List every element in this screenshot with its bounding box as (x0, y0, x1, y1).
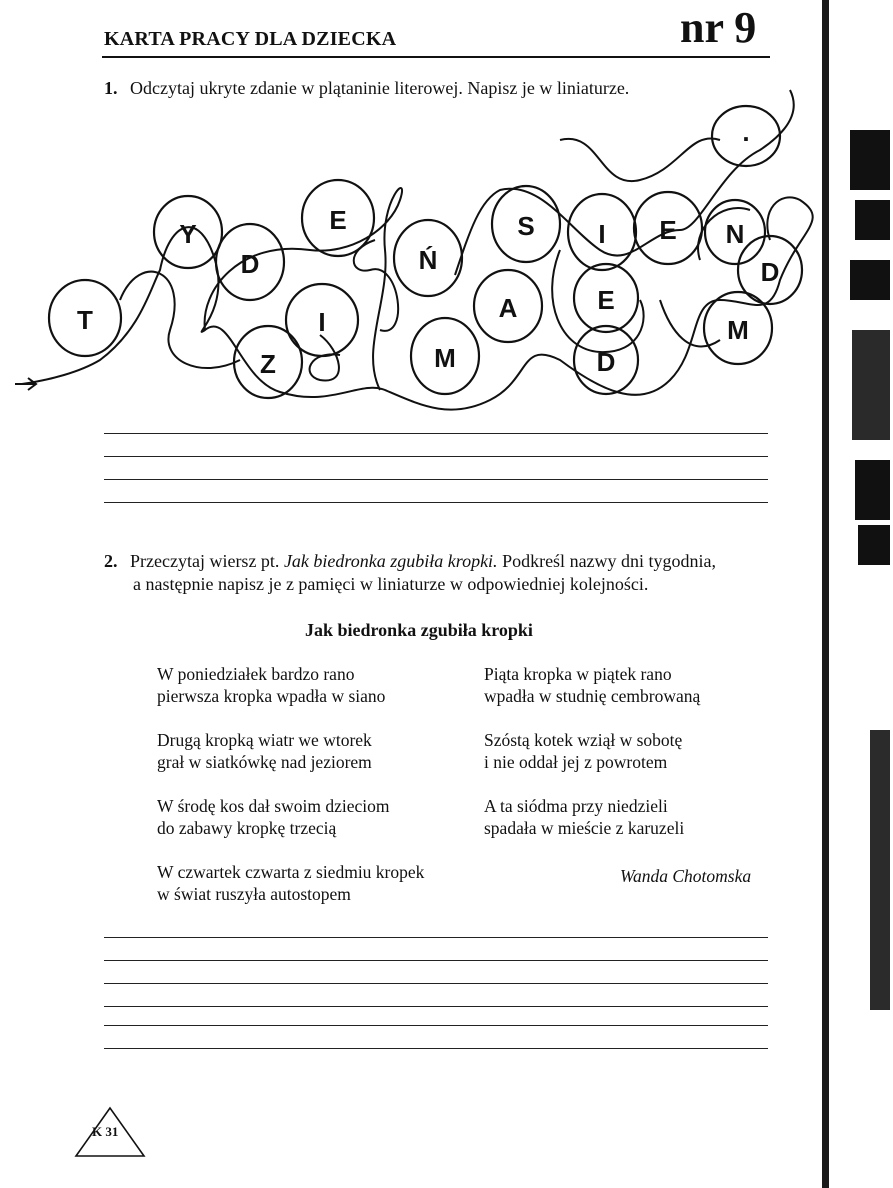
balloon-letter: A (498, 293, 518, 323)
scan-edge (822, 0, 829, 1188)
poem-author: Wanda Chotomska (620, 866, 752, 886)
poem-line: wpadła w studnię cembrowaną (484, 686, 701, 706)
poem-line: Drugą kropką wiatr we wtorek (157, 730, 372, 750)
writing-line[interactable] (104, 937, 768, 938)
task-2-text-line2: a następnie napisz je z pamięci w liniaturze w odpowiedniej kolejności. (133, 574, 649, 594)
poem-stanza (157, 795, 424, 839)
poem-line: spadała w mieście z karuzeli (484, 818, 685, 838)
balloon-letter: D (760, 257, 780, 287)
scan-mark (850, 130, 890, 190)
task-1-number: 1. (104, 78, 118, 98)
task-1-text: Odczytaj ukryte zdanie w plątaninie literowej. Napisz je w liniaturze. (130, 78, 630, 98)
poem-line: w świat ruszyła autostopem (157, 884, 351, 904)
balloon-letter: Y (179, 219, 197, 249)
scan-mark (850, 260, 890, 300)
poem-right-column (484, 663, 700, 839)
scan-mark (858, 525, 890, 565)
balloon-letter: I (598, 219, 606, 249)
scan-mark (852, 330, 890, 440)
poem-line: grał w siatkówkę nad jeziorem (157, 752, 372, 772)
scan-mark (855, 200, 890, 240)
writing-line[interactable] (104, 502, 768, 503)
task-2-text-after: Podkreśl nazwy dni tygodnia, (497, 551, 717, 571)
poem-line: i nie oddał jej z powrotem (484, 752, 668, 772)
poem-stanza (484, 729, 700, 773)
poem-line: do zabawy kropkę trzecią (157, 818, 337, 838)
balloon-letter: D (240, 249, 260, 279)
balloon-letter: I (318, 307, 326, 337)
balloon-letter: E (659, 215, 677, 245)
poem-line: W czwartek czwarta z siedmiu kropek (157, 862, 425, 882)
writing-line[interactable] (104, 1025, 768, 1026)
balloon-letter: M (434, 343, 456, 373)
writing-line[interactable] (104, 960, 768, 961)
writing-line[interactable] (104, 479, 768, 480)
worksheet-title: KARTA PRACY DLA DZIECKA (104, 28, 397, 50)
balloon-letter: E (597, 285, 615, 315)
balloon-letter: E (329, 205, 347, 235)
worksheet-number: nr 9 (680, 3, 757, 52)
balloon-letter: M (727, 315, 749, 345)
balloon-letter: D (596, 347, 616, 377)
letter-tangle (0, 80, 820, 420)
writing-line[interactable] (104, 433, 768, 434)
scan-mark (855, 460, 890, 520)
balloon-letter: N (725, 219, 745, 249)
poem-stanza (157, 729, 424, 773)
writing-line[interactable] (104, 1048, 768, 1049)
task-2-instruction (104, 550, 716, 572)
page-label: K 31 (92, 1124, 119, 1139)
poem-line: pierwsza kropka wpadła w siano (157, 686, 386, 706)
balloon-letter: . (742, 117, 750, 147)
poem-line: W środę kos dał swoim dzieciom (157, 796, 390, 816)
balloon-letter: S (517, 211, 535, 241)
poem-stanza (157, 861, 424, 905)
balloon-letter: Ń (418, 245, 438, 275)
poem-stanza (484, 663, 700, 707)
poem-left-column (157, 663, 424, 905)
scan-mark (870, 730, 890, 1010)
task-2-number: 2. (104, 551, 118, 571)
task-2-poem-title: Jak biedronka zgubiła kropki. (283, 551, 498, 571)
writing-line[interactable] (104, 983, 768, 984)
poem-line: W poniedziałek bardzo rano (157, 664, 355, 684)
balloon-letter: Z (260, 349, 276, 379)
poem-stanza (157, 663, 424, 707)
poem-line: Piąta kropka w piątek rano (484, 664, 672, 684)
task-2-text-before: Przeczytaj wiersz pt. (130, 551, 284, 571)
poem-title: Jak biedronka zgubiła kropki (305, 620, 533, 640)
writing-line[interactable] (104, 456, 768, 457)
poem-line: A ta siódma przy niedzieli (484, 796, 668, 816)
writing-line[interactable] (104, 1006, 768, 1007)
balloon-letter: T (77, 305, 93, 335)
poem-stanza (484, 795, 700, 839)
poem-line: Szóstą kotek wziął w sobotę (484, 730, 683, 750)
header-rule (102, 56, 770, 58)
